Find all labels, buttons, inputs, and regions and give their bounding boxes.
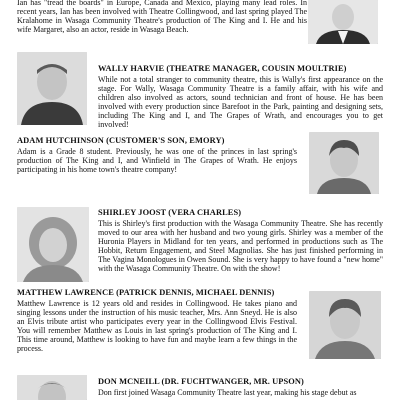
bio-adam-photo — [309, 132, 379, 194]
bio-ian-photo — [308, 0, 378, 44]
bio-shirley-text: This is Shirley's first production with the Wasaga Community Theatre. She has recently moved to our area with her husband and two young girls. Shirley was a member of the Huronia Players in Midland for ten years, and performed in productions such as The Hobbit, Return Engagement, and Steel Magnolias. She has just finished performing in The Vagina Monologues in Owen Sound. She is very happy to have found a "new home" with the Wasaga Community Theatre. On with the show! — [98, 219, 383, 273]
bio-don-name: DON MCNEILL (DR. FUCHTWANGER, MR. UPSON) — [98, 377, 304, 386]
bio-adam-text: Adam is a Grade 8 student. Previously, he was one of the princes in last spring's production of The King and I, and Winfield in The Grapes of Wrath. He enjoys participating in his home town's theatre company! — [17, 147, 297, 174]
bio-matthew-name: MATTHEW LAWRENCE (PATRICK DENNIS, MICHAEL DENNIS) — [17, 288, 275, 297]
bio-ian — [17, 0, 307, 34]
boy-portrait-image — [309, 132, 379, 194]
woman-portrait-image — [17, 207, 89, 282]
bio-don-photo — [17, 375, 87, 400]
bio-shirley-photo — [17, 207, 89, 282]
bio-matthew — [17, 288, 297, 353]
bio-matthew-photo — [309, 291, 381, 359]
man-portrait-image — [17, 52, 87, 125]
man-portrait-image — [17, 375, 87, 400]
bio-ian-text: Ian has "tread the boards" in Europe, Canada and Mexico, playing many lead roles. In recent years, Ian has been involved with Theatre Collingwood, and last spring played The Kralahome in Wasaga Community Theatre's production of The King and I. He and his wife Margaret, also an actor, reside in Wasaga Beach. — [17, 0, 307, 34]
bio-wally — [98, 64, 383, 129]
bio-matthew-text: Matthew Lawrence is 12 years old and resides in Collingwood. He takes piano and singing lessons under the instruction of his music teacher, Mrs. Ann Sneyd. He is also an Elvis tribute artist who participates every year in the Collingwood Elvis Festival. You will remember Matthew as Louis in last spring's production of The King and I. This time around, Matthew is looking to have fun and maybe learn a few things in the process. — [17, 299, 297, 353]
bio-wally-name: WALLY HARVIE (THEATRE MANAGER, COUSIN MOULTRIE) — [98, 64, 347, 73]
bio-wally-text: While not a total stranger to community theatre, this is Wally's first appearance on the stage. For Wally, Wasaga Community Theatre is a family affair, with his wife and children also involved as actors, sound technician and front of house. He has been involved with every production since Barefoot in the Park, painting and designing sets, including The King and I, and The Grapes of Wrath, and encourages you to get involved! — [98, 75, 383, 129]
bio-adam — [17, 136, 297, 174]
bio-wally-photo — [17, 52, 87, 125]
bio-don — [98, 377, 383, 397]
bio-shirley-name: SHIRLEY JOOST (VERA CHARLES) — [98, 208, 242, 217]
bio-shirley — [98, 208, 383, 273]
boy-portrait-image — [309, 291, 381, 359]
bio-adam-name: ADAM HUTCHINSON (CUSTOMER'S SON, EMORY) — [17, 136, 225, 145]
bio-don-text: Don first joined Wasaga Community Theatre last year, making his stage debut as — [98, 388, 357, 397]
man-portrait-image — [308, 0, 378, 44]
